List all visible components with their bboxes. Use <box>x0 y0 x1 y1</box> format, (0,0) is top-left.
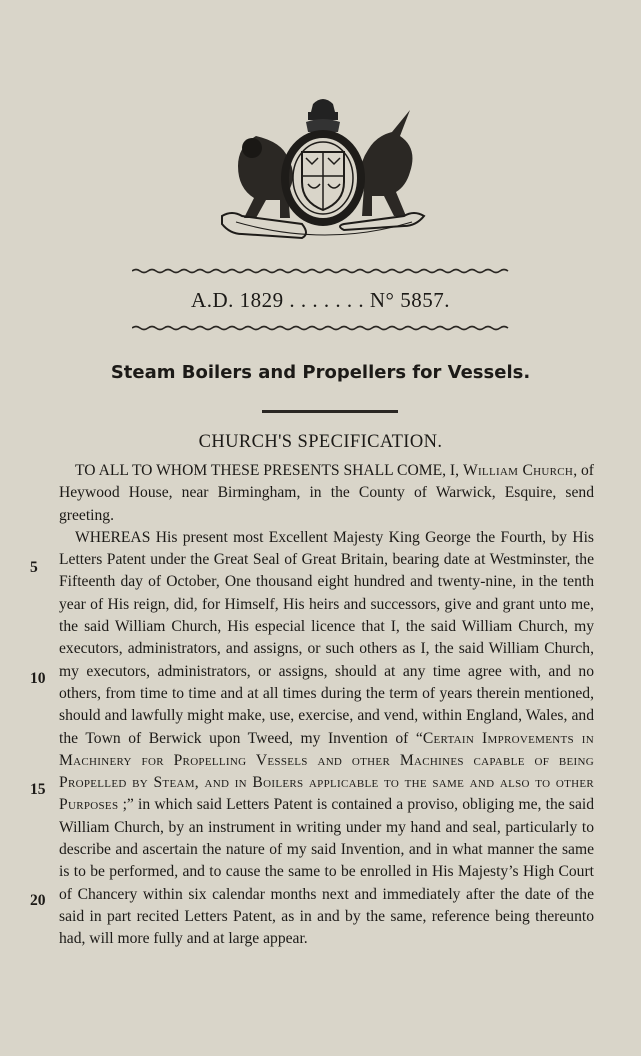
heavy-divider <box>262 410 398 413</box>
patent-number-line: A.D. 1829 . . . . . . . N° 5857. <box>191 288 450 312</box>
opening-paragraph <box>59 460 594 527</box>
opening-rest: , of Heywood House, near Birmingham, in the County of Warwick, Esquire, send greeting. <box>59 462 594 524</box>
specification-heading: CHURCH'S SPECIFICATION. <box>198 432 443 452</box>
ornamental-rule-bottom <box>132 325 512 331</box>
line-number-20: 20 <box>30 892 46 909</box>
line-number-10: 10 <box>30 670 46 687</box>
invention-title: Certain Improvements in Machinery for Propelling Vessels and other Machines capable of being Propelled by Steam, and in Boilers applicable to the same and also to other Purposes <box>59 729 594 814</box>
ornamental-rule-top <box>132 268 512 274</box>
specification-body <box>59 460 594 951</box>
opening-lead: TO ALL TO WHOM THESE PRESENTS SHALL COME, I, <box>75 462 463 479</box>
whereas-end: ;” in which said Letters Patent is contained a proviso, obliging me, the said William Church, by an instrument in writing under my hand and seal, particularly to describe and ascertain the nature of my said Invention, and in what manner the same is to be performed, and to cause the same to be enrolled in His Majesty’s High Court of Chancery within six calendar months next and immediately after the date of the said in part recited Letters Patent, as in and by the same, reference being thereunto had, will more fully and at large appear. <box>59 796 594 948</box>
whereas-paragraph <box>59 527 594 951</box>
whereas-text: His present most Excellent Majesty King George the Fourth, by His Letters Patent under the Great Seal of Great Britain, bearing date at Westminster, the Fifteenth day of October, One thousand eight hundred and twenty-nine, in the tenth year of His reign, did, for Himself, His heirs and successors, give and grant unto me, the said William Church, His especial licence that I, the said William Church, my executors, administrators, and assigns, or such others as I, the said William Church, my executors, administrators, or assigns, should at any time agree with, and no others, from time to time and at all times during the term of years therein mentioned, should and lawfully might make, use, exercise, and vend, within England, Wales, and the Town of Berwick upon Tweed, my Invention of “ <box>59 528 594 747</box>
applicant-name: William Church <box>462 462 574 479</box>
line-number-5: 5 <box>30 559 38 576</box>
patent-subject-title: Steam Boilers and Propellers for Vessels. <box>110 362 531 383</box>
whereas-lead: WHEREAS <box>75 528 151 546</box>
line-number-15: 15 <box>30 781 46 798</box>
royal-coat-of-arms <box>216 96 430 242</box>
